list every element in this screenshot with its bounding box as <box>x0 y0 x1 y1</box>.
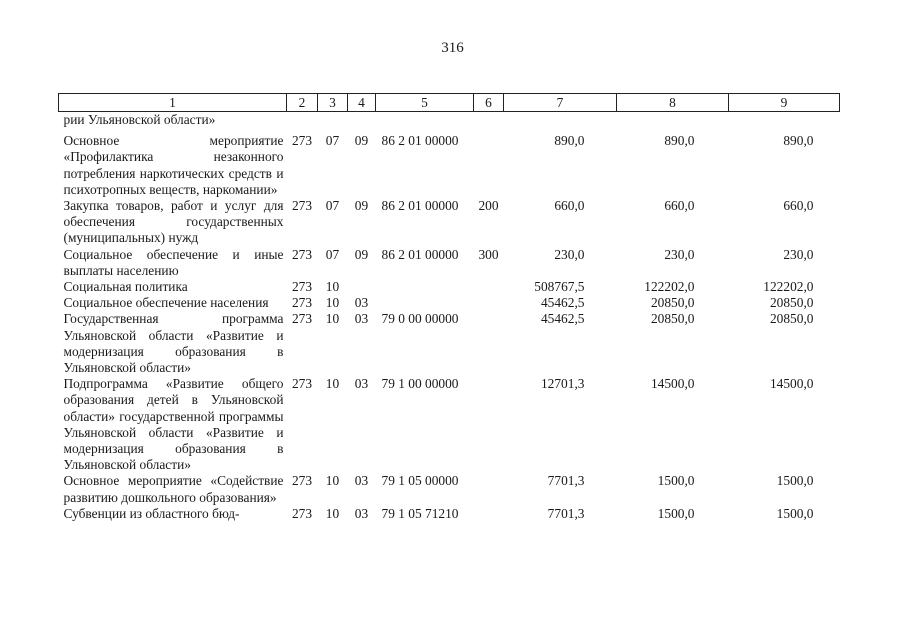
code-cell: 273 <box>291 198 313 214</box>
column-header-9: 9 <box>729 94 840 112</box>
amount-cell-col7: 45462,5 <box>540 295 585 311</box>
subsection-cell: 03 <box>354 295 369 311</box>
amount-cell-col7: 660,0 <box>554 198 585 214</box>
amount-cell-col7: 12701,3 <box>540 376 585 392</box>
table-row <box>59 247 840 279</box>
amount-cell-col9: 1500,0 <box>776 473 814 489</box>
expense-type-cell <box>474 128 504 198</box>
section-cell: 10 <box>325 473 340 489</box>
amount-cell-col9: 1500,0 <box>776 505 814 521</box>
amount-cell-col8: 890,0 <box>664 133 695 149</box>
target-article-cell: 79 1 05 71210 <box>381 505 459 521</box>
row-name-cell: Субвенции из областного бюд- <box>63 505 240 521</box>
amount-cell-col9: 660,0 <box>783 198 814 214</box>
table-row <box>59 473 840 505</box>
amount-cell-col8: 14500,0 <box>650 376 695 392</box>
row-name-cell: Закупка товаров, работ и услуг для обеспечения государственных (муниципальных) нужд <box>63 198 284 246</box>
row-name-cell: Основное мероприятие «Профилактика незаконного потребления наркотических средств и психотропных веществ, наркомании» <box>63 133 284 197</box>
subsection-cell: 03 <box>354 505 369 521</box>
section-cell: 07 <box>325 198 340 214</box>
amount-cell-col7: 7701,3 <box>547 473 585 489</box>
code-cell: 273 <box>291 246 313 262</box>
section-cell: 07 <box>325 246 340 262</box>
target-article-cell <box>376 279 474 295</box>
row-name-cell: Социальное обеспечение населения <box>63 295 269 311</box>
table-body <box>59 112 840 523</box>
target-article-cell: 79 1 05 00000 <box>381 473 459 489</box>
column-header-7: 7 <box>504 94 617 112</box>
amount-cell-col9: 122202,0 <box>763 279 814 295</box>
column-header-8: 8 <box>617 94 729 112</box>
code-cell: 273 <box>291 133 313 149</box>
amount-cell-col8 <box>617 112 729 129</box>
expense-type-cell <box>474 311 504 376</box>
amount-cell-col9: 230,0 <box>783 246 814 262</box>
column-header-5: 5 <box>376 94 474 112</box>
row-name-cell: Подпрограмма «Развитие общего образования детей в Ульяновской области» государственной программы Ульяновской области «Развитие и модернизация образования в Ульяновской области» <box>63 376 284 473</box>
page-number: 316 <box>441 40 464 56</box>
table-row <box>59 112 840 129</box>
row-name-cell: Социальное обеспечение и иные выплаты населению <box>63 246 284 278</box>
amount-cell-col9: 14500,0 <box>769 376 814 392</box>
expense-type-cell <box>474 279 504 295</box>
table-row <box>59 279 840 295</box>
column-header-1: 1 <box>59 94 287 112</box>
amount-cell-col8: 1500,0 <box>657 473 695 489</box>
amount-cell-col7: 7701,3 <box>547 505 585 521</box>
code-cell: 273 <box>291 311 313 327</box>
expense-type-cell <box>474 376 504 473</box>
subsection-cell: 09 <box>354 246 369 262</box>
expense-type-cell: 200 <box>478 198 499 214</box>
amount-cell-col9: 890,0 <box>783 133 814 149</box>
subsection-cell: 09 <box>354 133 369 149</box>
subsection-cell: 09 <box>354 198 369 214</box>
column-header-3: 3 <box>318 94 348 112</box>
amount-cell-col7: 45462,5 <box>540 311 585 327</box>
column-header-2: 2 <box>287 94 318 112</box>
amount-cell-col8: 20850,0 <box>650 295 695 311</box>
amount-cell-col8: 1500,0 <box>657 505 695 521</box>
target-article-cell: 79 1 00 00000 <box>381 376 459 392</box>
table-row <box>59 506 840 522</box>
table-row <box>59 198 840 247</box>
code-cell: 273 <box>291 505 313 521</box>
target-article-cell <box>376 295 474 311</box>
subsection-cell <box>348 279 376 295</box>
target-article-cell: 86 2 01 00000 <box>381 246 459 262</box>
section-cell: 10 <box>325 505 340 521</box>
table-row <box>59 128 840 198</box>
row-name-cell: Государственная программа Ульяновской области «Развитие и модернизация образования в Ульяновской области» <box>63 311 284 376</box>
column-header-6: 6 <box>474 94 504 112</box>
row-name-cell: рии Ульяновской области» <box>63 112 216 127</box>
target-article-cell: 86 2 01 00000 <box>381 198 459 214</box>
amount-cell-col9: 20850,0 <box>769 295 814 311</box>
section-cell: 10 <box>325 279 340 295</box>
target-article-cell: 79 0 00 00000 <box>381 311 459 327</box>
subsection-cell: 03 <box>354 473 369 489</box>
amount-cell-col9 <box>729 112 840 129</box>
table-header <box>59 94 840 112</box>
target-article-cell <box>376 112 474 129</box>
header-row <box>59 94 840 112</box>
target-article-cell: 86 2 01 00000 <box>381 133 459 149</box>
section-cell: 07 <box>325 133 340 149</box>
amount-cell-col8: 20850,0 <box>650 311 695 327</box>
section-cell: 10 <box>325 295 340 311</box>
expense-type-cell <box>474 112 504 129</box>
budget-table <box>58 93 840 522</box>
section-cell: 10 <box>325 376 340 392</box>
code-cell: 273 <box>291 473 313 489</box>
code-cell: 273 <box>291 376 313 392</box>
row-name-cell: Основное мероприятие «Содействие развитию дошкольного образования» <box>63 473 284 505</box>
section-cell: 10 <box>325 311 340 327</box>
row-name-cell: Социальная политика <box>63 279 188 295</box>
amount-cell-col8: 230,0 <box>664 246 695 262</box>
amount-cell-col7: 890,0 <box>554 133 585 149</box>
amount-cell-col7 <box>504 112 617 129</box>
amount-cell-col7: 508767,5 <box>534 279 585 295</box>
subsection-cell <box>348 112 376 129</box>
code-cell: 273 <box>291 295 313 311</box>
expense-type-cell <box>474 295 504 311</box>
code-cell <box>287 112 318 129</box>
expense-type-cell <box>474 473 504 505</box>
expense-type-cell <box>474 506 504 522</box>
amount-cell-col7: 230,0 <box>554 246 585 262</box>
amount-cell-col8: 660,0 <box>664 198 695 214</box>
amount-cell-col8: 122202,0 <box>644 279 695 295</box>
subsection-cell: 03 <box>354 311 369 327</box>
table-row <box>59 376 840 473</box>
expense-type-cell: 300 <box>478 246 499 262</box>
subsection-cell: 03 <box>354 376 369 392</box>
table-row <box>59 311 840 376</box>
column-header-4: 4 <box>348 94 376 112</box>
amount-cell-col9: 20850,0 <box>769 311 814 327</box>
table-row <box>59 295 840 311</box>
code-cell: 273 <box>291 279 313 295</box>
section-cell <box>318 112 348 129</box>
